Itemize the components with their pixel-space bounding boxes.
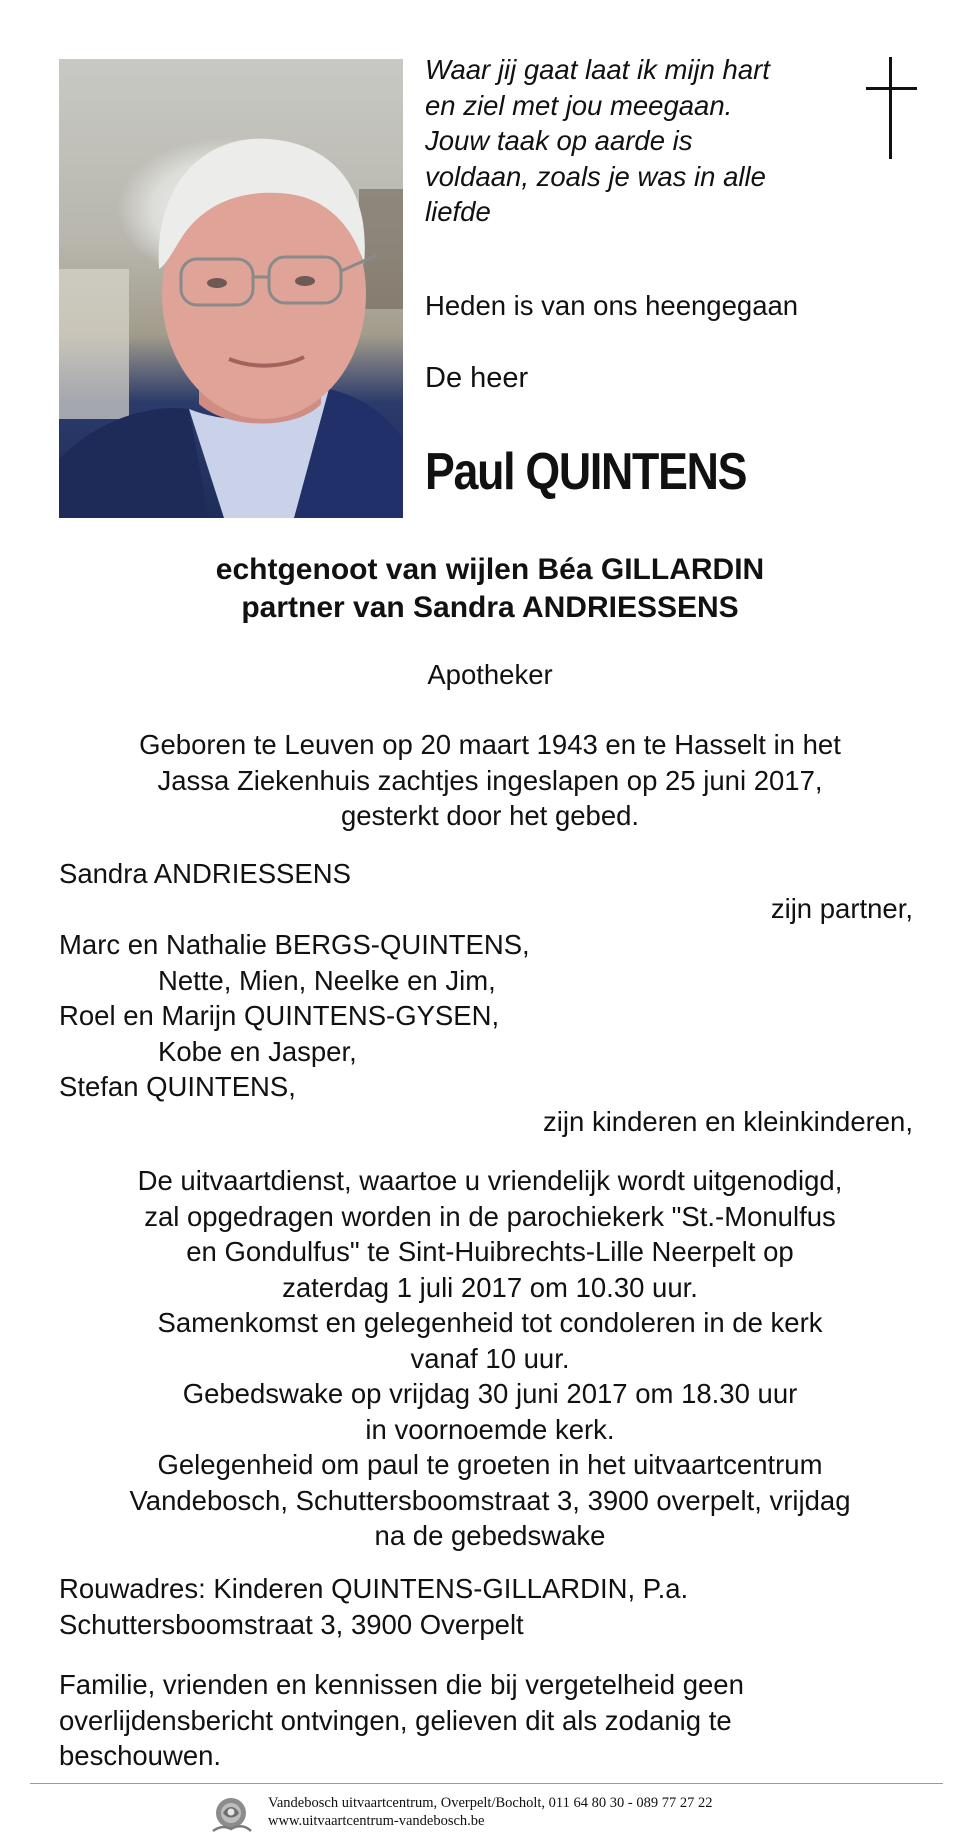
- relation-line: echtgenoot van wijlen Béa GILLARDIN: [215, 553, 765, 586]
- partner-label: zijn partner,: [770, 893, 913, 924]
- service-line: zaterdag 1 juli 2017 om 10.30 uur.: [282, 1271, 698, 1303]
- notice-line: overlijdensbericht ontvingen, gelieven dit als zodanig te: [59, 1704, 732, 1736]
- deceased-name: Paul QUINTENS: [425, 443, 747, 501]
- poem: [425, 52, 845, 230]
- address-line: Rouwadres: Kinderen QUINTENS-GILLARDIN, P.a.: [59, 1573, 689, 1604]
- partner-name: Sandra ANDRIESSENS: [59, 858, 351, 889]
- footer-contact: [268, 1794, 712, 1830]
- mourning-address: [59, 1571, 688, 1642]
- notice-line: beschouwen.: [59, 1740, 222, 1771]
- birth-death-line: gesterkt door het gebed.: [340, 800, 640, 831]
- poem-line: en ziel met jou meegaan.: [425, 89, 733, 121]
- grandchildren-line: Kobe en Jasper,: [158, 1035, 357, 1067]
- service-info: [0, 1163, 980, 1554]
- profession: Apotheker: [427, 659, 553, 690]
- child-line: Marc en Nathalie BERGS-QUINTENS,: [59, 929, 530, 960]
- footer-divider: [30, 1783, 943, 1784]
- service-line: vanaf 10 uur.: [410, 1342, 570, 1374]
- cross-icon: [862, 57, 922, 164]
- poem-line: Jouw taak op aarde is: [425, 125, 693, 156]
- birth-death-line: Jassa Ziekenhuis zachtjes ingeslapen op 25 juni 2017,: [157, 764, 823, 796]
- service-line: Gebedswake op vrijdag 30 juni 2017 om 18.30 uur: [182, 1378, 798, 1409]
- service-line: zal opgedragen worden in de parochiekerk "St.-Monulfus: [144, 1200, 836, 1232]
- poem-line: Waar jij gaat laat ik mijn hart: [425, 54, 770, 85]
- poem-line: liefde: [425, 196, 491, 227]
- address-line: Schuttersboomstraat 3, 3900 Overpelt: [59, 1608, 524, 1640]
- rose-logo-icon: [207, 1791, 255, 1839]
- honorific: De heer: [425, 362, 529, 394]
- notice-line: Familie, vrienden en kennissen die bij vergetelheid geen: [59, 1669, 744, 1700]
- birth-death-line: Geboren te Leuven op 20 maart 1943 en te Hasselt in het: [139, 729, 841, 760]
- grandchildren-line: Nette, Mien, Neelke en Jim,: [158, 964, 496, 996]
- child-line: Roel en Marijn QUINTENS-GYSEN,: [59, 1000, 500, 1031]
- service-line: Vandebosch, Schuttersboomstraat 3, 3900 overpelt, vrijdag: [129, 1484, 851, 1516]
- footer-website-link[interactable]: www.uitvaartcentrum-vandebosch.be: [268, 1813, 485, 1829]
- relation-line: partner van Sandra ANDRIESSENS: [241, 591, 739, 624]
- child-line: Stefan QUINTENS,: [59, 1071, 296, 1102]
- service-line: Gelegenheid om paul te groeten in het uitvaartcentrum: [157, 1449, 823, 1480]
- birth-death: [0, 727, 980, 834]
- service-line: Samenkomst en gelegenheid tot condoleren in de kerk: [157, 1307, 823, 1338]
- notice: [59, 1667, 744, 1774]
- service-line: in voornoemde kerk.: [365, 1413, 615, 1445]
- service-line: De uitvaartdienst, waartoe u vriendelijk wordt uitgenodigd,: [137, 1165, 843, 1196]
- poem-line: voldaan, zoals je was in alle: [425, 160, 766, 192]
- children-label: zijn kinderen en kleinkinderen,: [543, 1106, 913, 1137]
- service-line: en Gondulfus" te Sint-Huibrechts-Lille Neerpelt op: [186, 1236, 794, 1267]
- relations: [0, 551, 980, 627]
- announcement: Heden is van ons heengegaan: [425, 290, 799, 321]
- service-line: na de gebedswake: [374, 1520, 606, 1551]
- children-list: [59, 927, 530, 1105]
- footer-line: Vandebosch uitvaartcentrum, Overpelt/Bocholt, 011 64 80 30 - 089 77 27 22: [268, 1795, 713, 1811]
- portrait-photo: [59, 59, 403, 518]
